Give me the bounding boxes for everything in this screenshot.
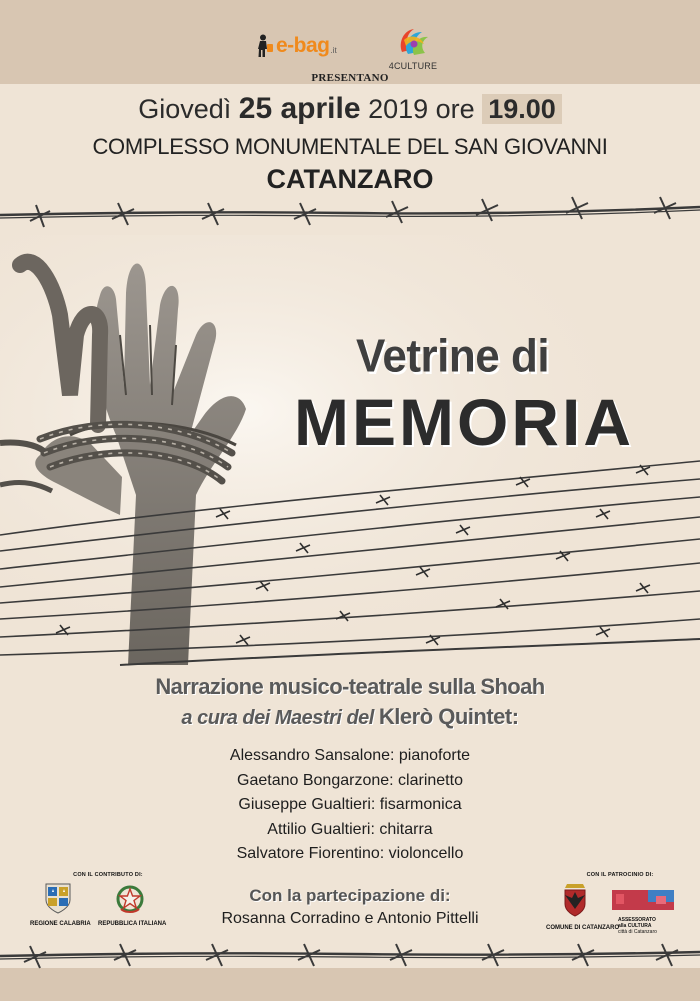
presenting-label: PRESENTANO — [311, 72, 389, 84]
event-year: 2019 — [368, 94, 429, 124]
event-time: 19.00 — [482, 94, 562, 124]
event-city: CATANZARO — [266, 164, 434, 194]
patronage-block — [560, 872, 680, 878]
subtitle-prefix: a cura dei Maestri del — [181, 707, 374, 729]
event-date-line — [0, 92, 700, 126]
title-line-2: MEMORIA — [294, 385, 634, 459]
top-barbed-wire — [0, 197, 700, 227]
event-venue: COMPLESSO MONUMENTALE DEL SAN GIOVANNI — [92, 134, 608, 159]
bottom-barbed-wire — [0, 938, 700, 974]
ebag-logo-suffix: .it — [330, 45, 337, 55]
assessorato-line-2: alla CULTURA — [618, 923, 652, 929]
musician-item: Attilio Gualtieri: chitarra — [267, 820, 433, 838]
musician-list — [0, 744, 700, 867]
subtitle-line-2 — [0, 704, 700, 730]
subtitle-line-1: Narrazione musico-teatrale sulla Shoah — [155, 674, 545, 699]
assessorato-line-3: città di Catanzaro — [618, 929, 657, 935]
participation-names: Rosanna Corradino e Antonio Pittelli — [221, 910, 479, 927]
assessorato-line-1: ASSESSORATO — [618, 917, 656, 923]
participation-title: Con la partecipazione di: — [249, 886, 451, 905]
4culture-logo-text: 4CULTURE — [388, 61, 438, 71]
event-day: Giovedì — [138, 94, 232, 124]
musician-item: Giuseppe Gualtieri: fisarmonica — [238, 796, 462, 813]
musician-item: Salvatore Fiorentino: violoncello — [236, 845, 464, 862]
4culture-logo — [388, 26, 438, 72]
person-bag-icon — [256, 34, 274, 58]
event-ore: ore — [435, 94, 475, 124]
4culture-swirl-icon — [396, 26, 430, 58]
ebag-logo — [256, 32, 337, 60]
musician-item: Gaetano Bongarzone: clarinetto — [237, 771, 463, 789]
patrocinio-label: CON IL PATROCINIO DI: — [586, 872, 654, 878]
repubblica-italiana-caption: REPUBBLICA ITALIANA — [98, 921, 167, 927]
contributors-block — [44, 872, 172, 878]
ensemble-name: Klerò Quintet: — [378, 704, 519, 729]
musician-item: Alessandro Sansalone: pianoforte — [229, 747, 471, 764]
event-date: 25 aprile — [238, 92, 361, 125]
regione-calabria-caption: REGIONE CALABRIA — [30, 921, 91, 927]
comune-catanzaro-caption: COMUNE DI CATANZARO — [546, 925, 620, 931]
title-line-1: Vetrine di — [356, 330, 550, 383]
contributo-label: CON IL CONTRIBUTO DI: — [73, 872, 143, 878]
ebag-logo-text: e-bag — [276, 34, 330, 57]
